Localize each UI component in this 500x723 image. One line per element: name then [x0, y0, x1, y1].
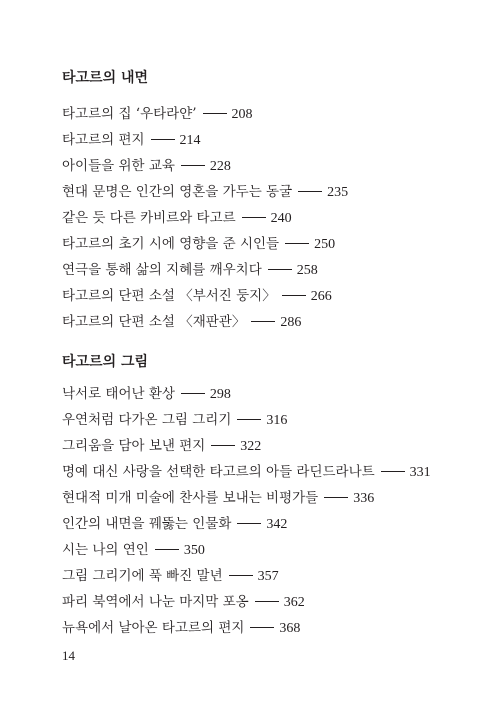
toc-entry-title: 타고르의 단편 소설 〈재판관〉: [62, 314, 246, 330]
toc-entry-page: 336: [353, 491, 375, 506]
toc-entry-page: 208: [231, 107, 253, 122]
toc-entry-page: 342: [266, 517, 288, 532]
leader-dash: [285, 243, 309, 244]
toc-entry: [62, 283, 482, 309]
toc-entry-title: 연극을 통해 삶의 지혜를 깨우치다: [62, 262, 262, 278]
toc-entry-page: 258: [296, 263, 318, 278]
leader-dash: [324, 497, 348, 498]
toc-entry-title: 아이들을 위한 교육: [62, 158, 175, 174]
toc-entry-page: 250: [314, 237, 336, 252]
toc-entry-title: 뉴욕에서 날아온 타고르의 편지: [62, 620, 245, 636]
toc-entry-list: [62, 101, 482, 335]
toc-entry-title: 타고르의 초기 시에 영향을 준 시인들: [62, 236, 280, 252]
toc-entry: [62, 615, 482, 641]
leader-dash: [229, 575, 253, 576]
toc-entry: [62, 433, 482, 459]
toc-entry-page: 362: [283, 595, 305, 610]
toc-entry: [62, 381, 482, 407]
toc-entry: [62, 589, 482, 615]
toc-entry-page: 316: [266, 413, 288, 428]
toc-entry-title: 낙서로 태어난 환상: [62, 386, 175, 402]
leader-dash: [282, 295, 306, 296]
section-title: 타고르의 그림: [62, 354, 149, 370]
toc-entry-title: 명예 대신 사랑을 선택한 타고르의 아들 라딘드라나트: [62, 464, 375, 480]
toc-entry-page: 228: [209, 159, 231, 174]
leader-dash: [251, 321, 275, 322]
toc-entry-page: 214: [179, 133, 201, 148]
toc-entry-title: 타고르의 집 ‘우타라얀’: [62, 106, 197, 122]
toc-section-paintings: [62, 349, 482, 641]
section-title: 타고르의 내면: [62, 70, 149, 86]
toc-entry-page: 298: [209, 387, 231, 402]
leader-dash: [381, 471, 405, 472]
toc-section-inner-life: [62, 65, 482, 335]
leader-dash: [242, 217, 266, 218]
leader-dash: [237, 419, 261, 420]
toc-entry: [62, 179, 482, 205]
toc-entry-title: 우연처럼 다가온 그림 그리기: [62, 412, 232, 428]
toc-entry-page: 350: [183, 543, 205, 558]
toc-entry: [62, 309, 482, 335]
leader-dash: [237, 523, 261, 524]
leader-dash: [268, 269, 292, 270]
page-number: 14: [62, 648, 75, 663]
toc-entry-page: 368: [279, 621, 301, 636]
toc-entry-page: 322: [240, 439, 262, 454]
toc-entry: [62, 127, 482, 153]
toc-entry-page: 266: [310, 289, 332, 304]
toc-entry-page: 357: [257, 569, 279, 584]
toc-entry-page: 240: [270, 211, 292, 226]
toc-entry: [62, 407, 482, 433]
toc-entry-title: 파리 북역에서 나눈 마지막 포옹: [62, 594, 249, 610]
toc-entry-page: 235: [327, 185, 349, 200]
toc-entry: [62, 537, 482, 563]
toc-entry: [62, 231, 482, 257]
toc-entry: [62, 563, 482, 589]
leader-dash: [250, 627, 274, 628]
toc-entry-title: 같은 듯 다른 카비르와 타고르: [62, 210, 236, 226]
toc-entry-title: 시는 나의 연인: [62, 542, 149, 558]
toc-entry: [62, 101, 482, 127]
toc-entry-page: 286: [280, 315, 302, 330]
toc-entry-title: 타고르의 단편 소설 〈부서진 둥지〉: [62, 288, 276, 304]
leader-dash: [255, 601, 279, 602]
toc-entry-title: 그림 그리기에 푹 빠진 말년: [62, 568, 223, 584]
toc-entry: [62, 485, 482, 511]
leader-dash: [211, 445, 235, 446]
leader-dash: [151, 139, 175, 140]
toc-entry: [62, 153, 482, 179]
leader-dash: [155, 549, 179, 550]
toc-entry: [62, 205, 482, 231]
leader-dash: [181, 165, 205, 166]
toc-entry-title: 인간의 내면을 꿰뚫는 인물화: [62, 516, 232, 532]
toc-entry-page: 331: [409, 465, 431, 480]
leader-dash: [181, 393, 205, 394]
toc-entry-title: 그리움을 담아 보낸 편지: [62, 438, 206, 454]
leader-dash: [203, 113, 227, 114]
toc-entry-title: 현대 문명은 인간의 영혼을 가두는 동굴: [62, 184, 293, 200]
toc-entry: [62, 459, 482, 485]
toc-entry-title: 타고르의 편지: [62, 132, 145, 148]
toc-entry: [62, 257, 482, 283]
toc-entry: [62, 511, 482, 537]
leader-dash: [298, 191, 322, 192]
toc-entry-list: [62, 381, 482, 641]
toc-entry-title: 현대적 미개 미술에 찬사를 보내는 비평가들: [62, 490, 319, 506]
